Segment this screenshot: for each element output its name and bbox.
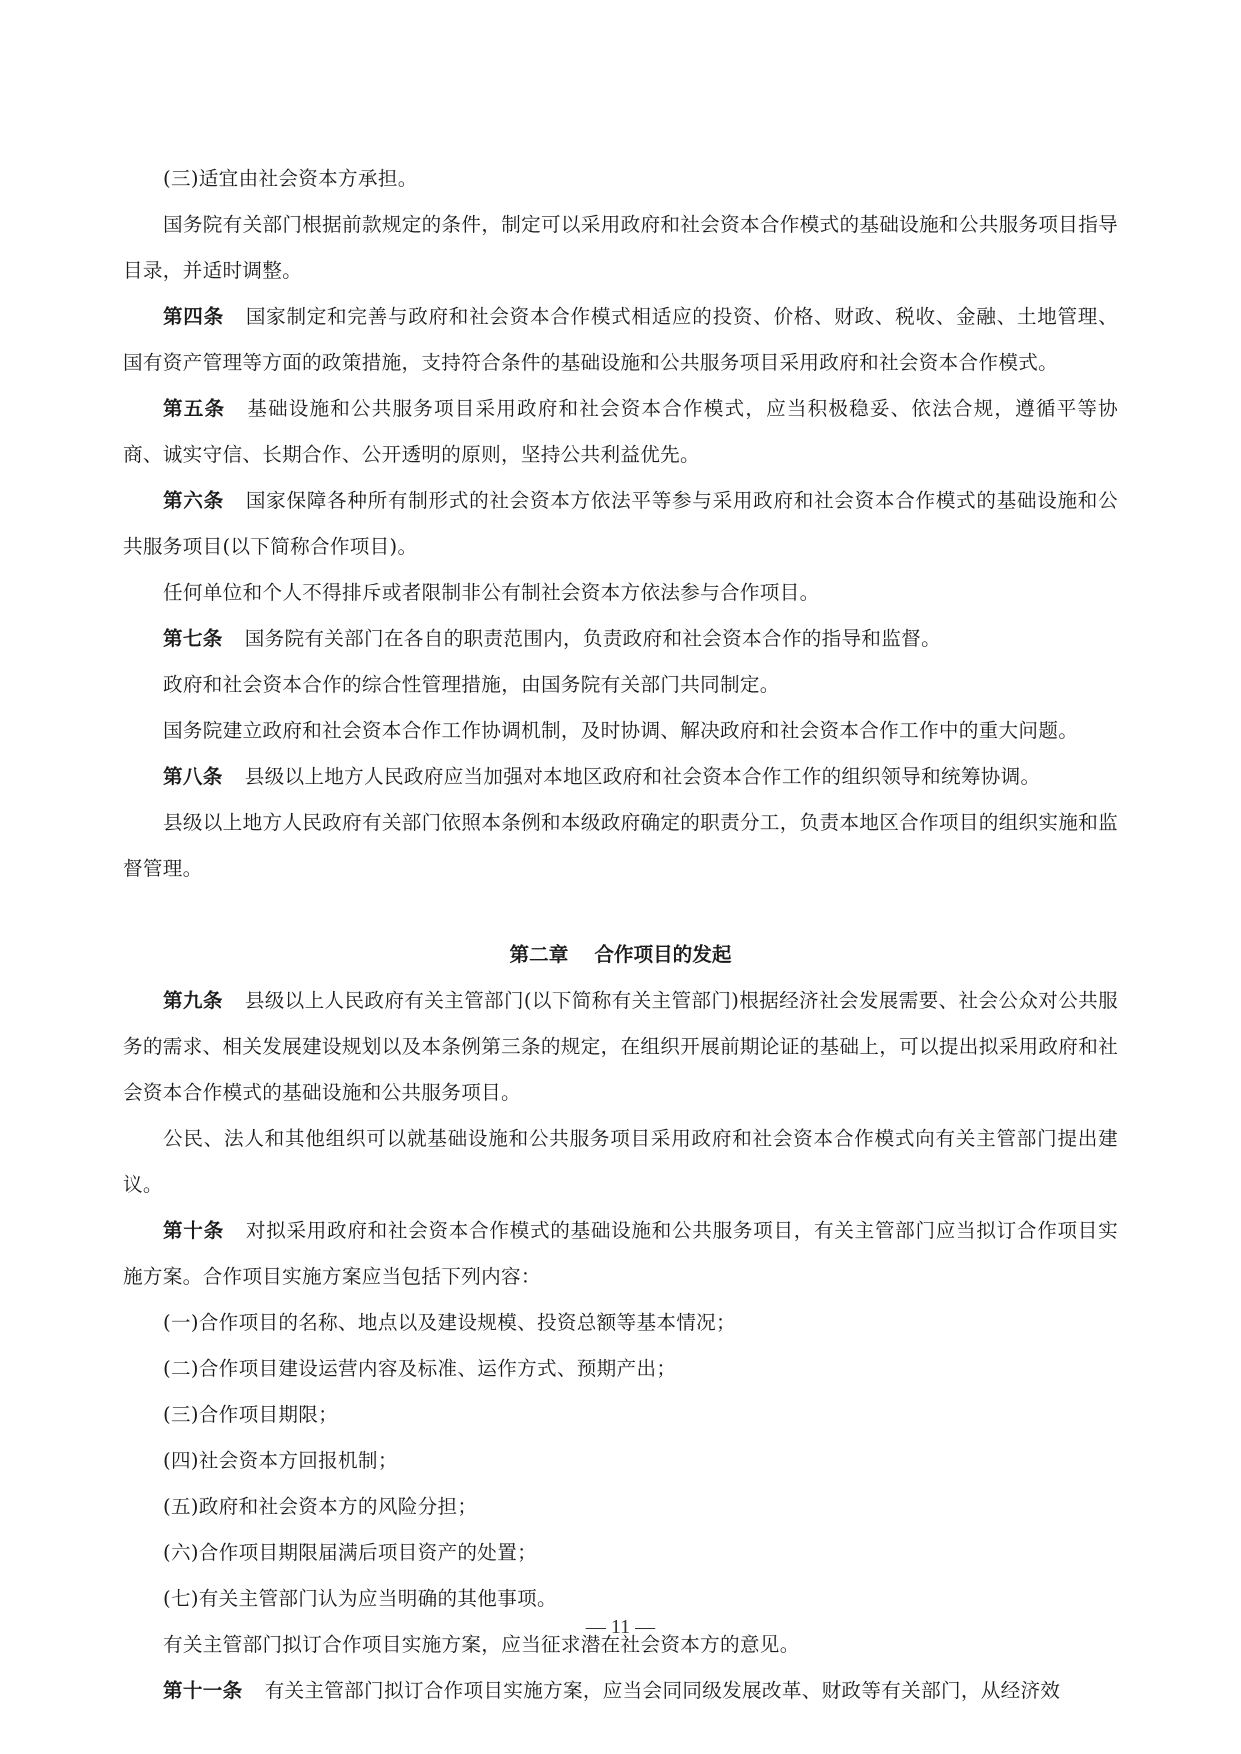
page-number: — 11 — — [585, 1616, 656, 1638]
paragraph — [123, 1116, 1118, 1208]
paragraph-text: (三)合作项目期限； — [163, 1403, 339, 1426]
article-paragraph — [123, 1668, 1118, 1714]
paragraph-text: 国家制定和完善与政府和社会资本合作模式相适应的投资、价格、财政、税收、金融、土地管理、国有资产管理等方面的政策措施，支持符合条件的基础设施和公共服务项目采用政府和社会资本合作模式。 — [123, 305, 1118, 374]
article-number: 第四条 — [163, 305, 224, 328]
paragraph — [123, 1484, 1118, 1530]
paragraph-text: (三)适宜由社会资本方承担。 — [163, 167, 418, 190]
paragraph-text: (四)社会资本方回报机制； — [163, 1449, 398, 1472]
paragraph-text: 国务院建立政府和社会资本合作工作协调机制，及时协调、解决政府和社会资本合作工作中的重大问题。 — [163, 719, 1079, 742]
article-number: 第八条 — [163, 765, 223, 788]
article-number: 第六条 — [163, 489, 224, 512]
paragraph — [123, 1300, 1118, 1346]
paragraph-text: 基础设施和公共服务项目采用政府和社会资本合作模式，应当积极稳妥、依法合规，遵循平等协商、诚实守信、长期合作、公开透明的原则，坚持公共利益优先。 — [123, 397, 1118, 466]
article-number: 第五条 — [163, 397, 226, 420]
article-paragraph — [123, 1208, 1118, 1300]
article-number: 第七条 — [163, 627, 223, 650]
chapter-number: 第二章 — [509, 943, 569, 966]
paragraph-text: (七)有关主管部门认为应当明确的其他事项。 — [163, 1587, 557, 1610]
articles-section-1 — [123, 156, 1118, 892]
paragraph-text: 国家保障各种所有制形式的社会资本方依法平等参与采用政府和社会资本合作模式的基础设施和公共服务项目(以下简称合作项目)。 — [123, 489, 1118, 558]
chapter-title: 合作项目的发起 — [594, 943, 732, 966]
paragraph — [123, 662, 1118, 708]
paragraph — [123, 1438, 1118, 1484]
article-paragraph — [123, 294, 1118, 386]
paragraph-text: 有关主管部门拟订合作项目实施方案，应当会同同级发展改革、财政等有关部门，从经济效 — [264, 1679, 1061, 1702]
article-paragraph — [123, 754, 1118, 800]
paragraph — [123, 202, 1118, 294]
paragraph-text: (六)合作项目期限届满后项目资产的处置； — [163, 1541, 537, 1564]
paragraph — [123, 708, 1118, 754]
article-paragraph — [123, 978, 1118, 1116]
paragraph-text: 公民、法人和其他组织可以就基础设施和公共服务项目采用政府和社会资本合作模式向有关主管部门提出建议。 — [123, 1127, 1118, 1196]
paragraph-text: (五)政府和社会资本方的风险分担； — [163, 1495, 478, 1518]
paragraph-text: 国务院有关部门在各自的职责范围内，负责政府和社会资本合作的指导和监督。 — [244, 627, 941, 650]
paragraph-text: 国务院有关部门根据前款规定的条件，制定可以采用政府和社会资本合作模式的基础设施和公共服务项目指导目录，并适时调整。 — [123, 213, 1118, 282]
paragraph-text: 有关主管部门拟订合作项目实施方案，应当征求潜在社会资本方的意见。 — [163, 1633, 800, 1656]
paragraph — [123, 800, 1118, 892]
paragraph-text: 县级以上地方人民政府有关部门依照本条例和本级政府确定的职责分工，负责本地区合作项目的组织实施和监督管理。 — [123, 811, 1118, 880]
paragraph-text: 县级以上地方人民政府应当加强对本地区政府和社会资本合作工作的组织领导和统筹协调。 — [244, 765, 1041, 788]
article-paragraph — [123, 616, 1118, 662]
chapter-heading — [123, 932, 1118, 978]
document-page — [123, 156, 1118, 1714]
article-paragraph — [123, 386, 1118, 478]
paragraph — [123, 156, 1118, 202]
paragraph-text: 县级以上人民政府有关主管部门(以下简称有关主管部门)根据经济社会发展需要、社会公众对公共服务的需求、相关发展建设规划以及本条例第三条的规定，在组织开展前期论证的基础上，可以提出拟采用政府和社会资本合作模式的基础设施和公共服务项目。 — [123, 989, 1118, 1104]
paragraph-text: (二)合作项目建设运营内容及标准、运作方式、预期产出； — [163, 1357, 677, 1380]
article-number: 第九条 — [163, 989, 223, 1012]
paragraph-text: 任何单位和个人不得排斥或者限制非公有制社会资本方依法参与合作项目。 — [163, 581, 820, 604]
article-paragraph — [123, 478, 1118, 570]
paragraph — [123, 1392, 1118, 1438]
articles-section-2 — [123, 978, 1118, 1714]
paragraph — [123, 1346, 1118, 1392]
paragraph-text: 政府和社会资本合作的综合性管理措施，由国务院有关部门共同制定。 — [163, 673, 780, 696]
article-number: 第十条 — [163, 1219, 224, 1242]
paragraph-text: 对拟采用政府和社会资本合作模式的基础设施和公共服务项目，有关主管部门应当拟订合作项目实施方案。合作项目实施方案应当包括下列内容： — [123, 1219, 1118, 1288]
paragraph-text: (一)合作项目的名称、地点以及建设规模、投资总额等基本情况； — [163, 1311, 736, 1334]
paragraph — [123, 1530, 1118, 1576]
paragraph — [123, 570, 1118, 616]
article-number: 第十一条 — [163, 1679, 243, 1702]
